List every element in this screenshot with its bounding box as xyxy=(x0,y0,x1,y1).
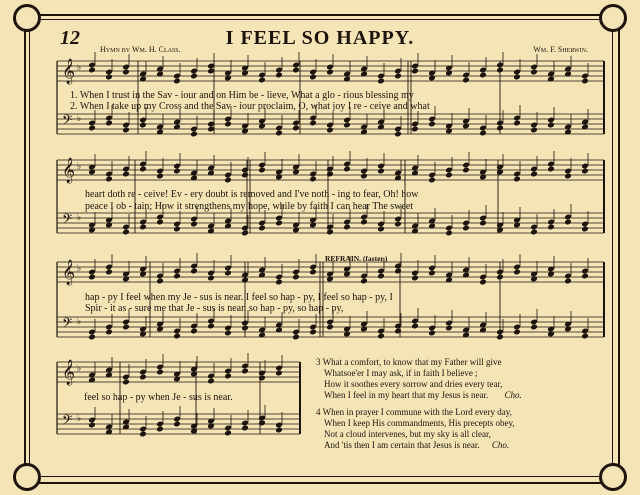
note-head-lower-s1-1-5 xyxy=(173,226,181,233)
note-head-lower-s3-1-8 xyxy=(224,430,232,437)
system4-verse1-lyrics: feel so hap - py when Je - sus is near. xyxy=(84,392,233,403)
note-head-lower-s1-0-25 xyxy=(513,176,521,183)
note-head-lower-s1-1-29 xyxy=(581,226,589,233)
note-head-lower-s1-0-17 xyxy=(377,168,385,175)
note-head-lower-s2-1-14 xyxy=(326,324,334,331)
flat-sign-s0-0: ♭ xyxy=(77,63,82,73)
note-head-lower-s3-1-5 xyxy=(173,421,181,428)
bass-clef-s0: 𝄢 xyxy=(62,112,73,131)
note-head-lower-s0-0-22 xyxy=(462,77,470,84)
note-head-lower-s2-0-23 xyxy=(479,279,487,286)
note-head-lower-s2-1-24 xyxy=(496,334,504,341)
note-head-lower-s2-0-19 xyxy=(411,275,419,282)
note-head-lower-s2-0-13 xyxy=(309,269,317,276)
note-head-lower-s2-1-29 xyxy=(581,333,589,340)
note-head-lower-s1-1-18 xyxy=(394,221,402,228)
note-head-lower-s2-1-9 xyxy=(241,325,249,332)
note-head-lower-s3-1-10 xyxy=(258,420,266,427)
stanza-4-line-2: When I keep His commandments, His precepts obey, xyxy=(324,418,515,428)
note-head-lower-s0-0-18 xyxy=(394,73,402,80)
system1-verse1-lyrics: 1. When I trust in the Sav - iour and on Him be - lieve, What a glo - rious blessing my xyxy=(70,90,414,101)
note-head-lower-s1-1-26 xyxy=(530,229,538,236)
system3-verse2-lyrics: Spir - it as - sure me that Je - sus is near. so hap - py, so hap - py, xyxy=(85,303,344,314)
note-head-lower-s1-1-9 xyxy=(241,230,249,237)
note-head-lower-s2-0-25 xyxy=(513,269,521,276)
note-head-lower-s2-1-25 xyxy=(513,329,521,336)
note-head-lower-s0-1-23 xyxy=(479,130,487,137)
note-head-lower-s2-1-2 xyxy=(122,324,130,331)
note-head-lower-s0-0-12 xyxy=(292,67,300,74)
bass-clef-s3: 𝄢 xyxy=(62,412,73,431)
note-head-lower-s1-0-21 xyxy=(445,172,453,179)
stanza-3-line-3: How it soothes every sorrow and dries every tear, xyxy=(324,379,503,389)
system3-verse1-lyrics: hap - py I feel when my Je - sus is near. I feel so hap - py, I feel so hap - py, I xyxy=(85,292,393,303)
note-head-lower-s1-0-8 xyxy=(224,177,232,184)
note-head-lower-s2-1-19 xyxy=(411,323,419,330)
note-head-lower-s0-0-11 xyxy=(275,72,283,79)
flat-sign-s0-1: ♭ xyxy=(77,114,82,124)
note-head-lower-s1-0-5 xyxy=(173,168,181,175)
note-head-lower-s0-1-15 xyxy=(343,122,351,129)
flat-sign-s1-0: ♭ xyxy=(77,162,82,172)
note-head-lower-s0-0-29 xyxy=(581,78,589,85)
note-head-lower-s1-1-16 xyxy=(360,219,368,226)
note-head-lower-s1-1-22 xyxy=(462,225,470,232)
note-head-lower-s2-0-4 xyxy=(156,278,164,285)
note-head-lower-s0-1-18 xyxy=(394,131,402,138)
note-head-lower-s0-1-6 xyxy=(190,131,198,138)
note-head-lower-s2-0-29 xyxy=(581,273,589,280)
note-head-lower-s3-1-3 xyxy=(139,431,147,438)
note-head-lower-s2-1-20 xyxy=(428,330,436,337)
note-head-lower-s0-0-2 xyxy=(122,69,130,76)
note-head-lower-s0-1-19 xyxy=(411,126,419,133)
note-head-lower-s2-0-16 xyxy=(360,278,368,285)
note-head-lower-s1-1-3 xyxy=(139,224,147,231)
note-head-lower-s3-0-11 xyxy=(275,370,283,377)
note-head-lower-s2-1-26 xyxy=(530,324,538,331)
note-head-lower-s2-0-20 xyxy=(428,270,436,277)
note-head-lower-s1-0-13 xyxy=(309,176,317,183)
note-head-lower-s1-1-11 xyxy=(275,220,283,227)
note-head-lower-s1-0-4 xyxy=(156,173,164,180)
note-head-lower-s0-1-25 xyxy=(513,120,521,127)
note-head-lower-s3-0-4 xyxy=(156,369,164,376)
note-head-lower-s1-1-4 xyxy=(156,219,164,226)
flat-sign-s3-1: ♭ xyxy=(77,414,82,424)
note-head-lower-s1-0-3 xyxy=(139,166,147,173)
note-head-lower-s1-0-22 xyxy=(462,167,470,174)
note-head-lower-s1-0-26 xyxy=(530,171,538,178)
note-head-lower-s2-1-18 xyxy=(394,328,402,335)
note-head-lower-s2-0-0 xyxy=(88,274,96,281)
stanza-4-chorus-cue: Cho. xyxy=(491,440,510,450)
note-head-lower-s0-0-26 xyxy=(530,69,538,76)
note-head-lower-s0-0-10 xyxy=(258,77,266,84)
note-head-lower-s0-1-1 xyxy=(105,120,113,127)
note-head-lower-s1-1-10 xyxy=(258,225,266,232)
note-head-lower-s2-0-12 xyxy=(292,274,300,281)
note-head-lower-s3-0-3 xyxy=(139,374,147,381)
note-head-lower-s0-1-13 xyxy=(309,120,317,127)
bass-clef-s1: 𝄢 xyxy=(62,211,73,230)
note-head-lower-s2-1-12 xyxy=(292,334,300,341)
note-head-lower-s1-0-28 xyxy=(564,173,572,180)
system2-verse1-lyrics: heart doth re - ceive! Ev - ery doubt is removed and I've noth - ing to fear, Oh! how xyxy=(85,189,419,200)
note-head-lower-s2-1-13 xyxy=(309,329,317,336)
note-head-lower-s3-0-9 xyxy=(241,368,249,375)
note-head-lower-s2-1-7 xyxy=(207,323,215,330)
note-head-lower-s1-1-15 xyxy=(343,224,351,231)
note-head-lower-s3-1-9 xyxy=(241,425,249,432)
note-head-lower-s3-1-11 xyxy=(275,427,283,434)
note-head-lower-s0-1-8 xyxy=(224,121,232,128)
refrain-label: REFRAIN. (faster.) xyxy=(325,254,388,263)
stanza-3-line-4: When I feel in my heart that my Jesus is near. xyxy=(324,390,489,400)
treble-clef-s1: 𝄞 xyxy=(62,158,76,183)
flat-sign-s2-0: ♭ xyxy=(77,264,82,274)
note-head-lower-s3-1-4 xyxy=(156,426,164,433)
note-head-lower-s2-0-6 xyxy=(190,268,198,275)
treble-clef-s0: 𝄞 xyxy=(62,59,76,84)
note-head-lower-s2-0-28 xyxy=(564,278,572,285)
stanza-4-line-4: And 'tis then I am certain that Jesus is near. xyxy=(324,440,480,450)
note-head-lower-s3-0-10 xyxy=(258,375,266,382)
note-head-lower-s1-1-27 xyxy=(547,224,555,231)
note-head-lower-s0-0-23 xyxy=(479,72,487,79)
note-head-lower-s2-0-8 xyxy=(224,270,232,277)
flat-sign-s1-1: ♭ xyxy=(77,213,82,223)
note-head-lower-s0-1-3 xyxy=(139,122,147,129)
note-head-lower-s0-1-2 xyxy=(122,127,130,134)
note-head-lower-s0-0-5 xyxy=(173,78,181,85)
note-head-lower-s0-1-0 xyxy=(88,125,96,132)
note-head-lower-s1-0-14 xyxy=(326,171,334,178)
note-head-lower-s1-0-16 xyxy=(360,173,368,180)
note-head-lower-s2-1-8 xyxy=(224,330,232,337)
note-head-lower-s1-1-21 xyxy=(445,230,453,237)
flat-sign-s3-0: ♭ xyxy=(77,364,82,374)
note-head-lower-s0-0-17 xyxy=(377,78,385,85)
note-head-lower-s2-1-21 xyxy=(445,325,453,332)
note-head-lower-s0-1-12 xyxy=(292,125,300,132)
note-head-lower-s1-0-2 xyxy=(122,171,130,178)
note-head-lower-s2-1-0 xyxy=(88,334,96,341)
note-head-lower-s1-1-17 xyxy=(377,226,385,233)
system1-verse2-lyrics: 2. When I take up my Cross and the Sav - iour proclaim, O, what joy I re - ceive and what xyxy=(70,101,430,112)
note-head-lower-s2-1-1 xyxy=(105,329,113,336)
stanza-4-line-3: Not a cloud intervenes, but my sky is all clear, xyxy=(324,429,491,439)
note-head-lower-s1-0-27 xyxy=(547,166,555,173)
bass-clef-s2: 𝄢 xyxy=(62,315,73,334)
note-head-lower-s0-0-6 xyxy=(190,73,198,80)
note-head-lower-s1-0-10 xyxy=(258,167,266,174)
stanza-3-line-2: Whatsoe'er I may ask, if in faith I believe ; xyxy=(324,368,478,378)
words-credit: Hymn by Wm. H. Class. xyxy=(100,45,181,54)
page-number: 12 xyxy=(60,27,80,49)
note-head-lower-s0-0-24 xyxy=(496,67,504,74)
stanza-4 xyxy=(316,407,515,451)
note-head-lower-s1-1-28 xyxy=(564,219,572,226)
flat-sign-s2-1: ♭ xyxy=(77,317,82,327)
note-head-lower-s1-0-9 xyxy=(241,172,249,179)
note-head-lower-s1-0-20 xyxy=(428,177,436,184)
note-head-lower-s3-1-0 xyxy=(88,422,96,429)
note-head-lower-s3-0-8 xyxy=(224,373,232,380)
stanza-4-line-1: 4 When in prayer I commune with the Lord every day, xyxy=(316,407,512,417)
note-head-lower-s3-0-7 xyxy=(207,378,215,385)
stanza-3-chorus-cue: Cho. xyxy=(504,390,522,400)
note-head-lower-s0-1-24 xyxy=(496,125,504,132)
note-head-lower-s2-0-7 xyxy=(207,275,215,282)
treble-clef-s3: 𝄞 xyxy=(62,360,76,385)
system2-verse2-lyrics: peace I ob - tain; How it strengthens my hope, while by faith I can hear The sweet xyxy=(85,201,414,212)
note-head-lower-s0-0-19 xyxy=(411,68,419,75)
note-head-lower-s0-1-14 xyxy=(326,127,334,134)
note-head-lower-s0-0-1 xyxy=(105,74,113,81)
note-head-lower-s1-1-6 xyxy=(190,221,198,228)
note-head-lower-s0-0-25 xyxy=(513,74,521,81)
note-head-lower-s2-1-5 xyxy=(173,333,181,340)
treble-clef-s2: 𝄞 xyxy=(62,260,76,285)
note-head-lower-s1-1-23 xyxy=(479,220,487,227)
note-head-lower-s0-0-14 xyxy=(326,69,334,76)
note-head-lower-s0-1-26 xyxy=(530,127,538,134)
hymn-title: I FEEL SO HAPPY. xyxy=(225,27,415,49)
note-head-lower-s2-0-5 xyxy=(173,273,181,280)
note-head-lower-s0-0-0 xyxy=(88,67,96,74)
stanza-3-line-1: 3 What a comfort, to know that my Father will give xyxy=(316,357,502,367)
note-head-lower-s1-0-29 xyxy=(581,168,589,175)
music-credit: Wm. F. Sherwin. xyxy=(533,45,588,54)
note-head-lower-s2-1-17 xyxy=(377,333,385,340)
note-head-lower-s1-1-14 xyxy=(326,229,334,236)
note-head-lower-s0-1-27 xyxy=(547,122,555,129)
note-head-lower-s2-1-6 xyxy=(190,328,198,335)
note-head-lower-s3-0-2 xyxy=(122,379,130,386)
stanza-3 xyxy=(316,357,522,401)
note-head-lower-s0-0-13 xyxy=(309,74,317,81)
note-head-lower-s0-1-11 xyxy=(275,130,283,137)
note-head-lower-s2-0-1 xyxy=(105,269,113,276)
note-head-lower-s2-0-24 xyxy=(496,274,504,281)
note-head-lower-s2-0-11 xyxy=(275,279,283,286)
note-head-lower-s2-0-17 xyxy=(377,273,385,280)
note-head-lower-s1-0-1 xyxy=(105,176,113,183)
note-head-lower-s1-0-15 xyxy=(343,166,351,173)
note-head-lower-s2-0-18 xyxy=(394,268,402,275)
note-head-lower-s1-1-2 xyxy=(122,229,130,236)
note-head-lower-s0-1-20 xyxy=(428,121,436,128)
